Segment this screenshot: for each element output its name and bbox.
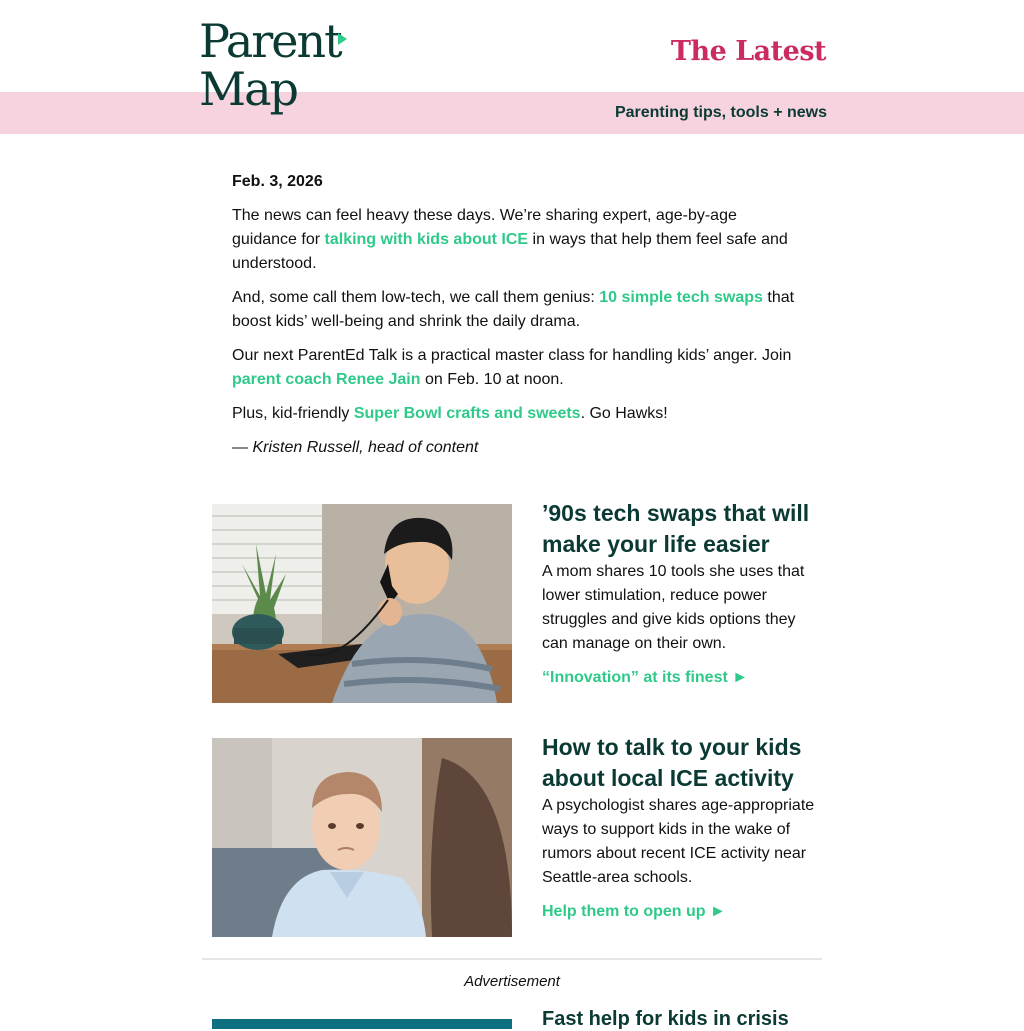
- advertisement-label: Advertisement: [464, 973, 560, 990]
- article-cta-link[interactable]: “Innovation” at its finest ►: [542, 669, 749, 686]
- logo-text-map: Map: [199, 62, 297, 116]
- article-text: [542, 498, 824, 690]
- issue-date: Feb. 3, 2026: [232, 173, 323, 190]
- link-renee-jain[interactable]: parent coach Renee Jain: [232, 371, 421, 388]
- section-divider: [202, 958, 822, 960]
- intro-letter: [232, 170, 802, 470]
- intro-text: in ways that help them feel safe and understood.: [232, 231, 788, 272]
- link-tech-swaps[interactable]: 10 simple tech swaps: [599, 289, 763, 306]
- intro-paragraph-2: [232, 286, 802, 334]
- article-title[interactable]: ’90s tech swaps that will make your life easier: [542, 500, 810, 557]
- intro-paragraph-4: [232, 402, 802, 426]
- logo-text-parent: Parent: [199, 14, 341, 68]
- ad-title[interactable]: Fast help for kids in crisis: [542, 1008, 789, 1030]
- article-description: A psychologist shares age-appropriate ways to support kids in the wake of rumors about recent ICE activity near Seattle-area schools.: [542, 797, 815, 886]
- logo-play-icon: [338, 33, 347, 45]
- intro-paragraph-3: [232, 344, 802, 392]
- parentmap-logo[interactable]: [199, 14, 359, 118]
- intro-paragraph-1: [232, 204, 802, 276]
- boy-on-phone-illustration: [212, 504, 512, 703]
- article-text: [542, 732, 824, 924]
- section-title: The Latest: [670, 36, 826, 67]
- article-description: A mom shares 10 tools she uses that lower stimulation, reduce power struggles and give kids options they can manage on their own.: [542, 563, 805, 652]
- signature: — Kristen Russell, head of content: [232, 439, 479, 456]
- boy-listening-illustration: [212, 738, 512, 937]
- intro-text: And, some call them low-tech, we call them genius:: [232, 289, 600, 306]
- link-talking-with-kids[interactable]: talking with kids about ICE: [324, 231, 529, 248]
- tagline: Parenting tips, tools + news: [614, 104, 827, 121]
- article-title[interactable]: How to talk to your kids about local ICE activity: [542, 734, 802, 791]
- intro-text: on Feb. 10 at noon.: [420, 371, 564, 388]
- intro-text: Plus, kid-friendly: [232, 405, 354, 422]
- intro-text: that boost kids’ well-being and shrink the daily drama.: [232, 289, 795, 330]
- intro-text: The news can feel heavy these days. We’re sharing expert, age-by-age guidance for: [232, 207, 737, 248]
- article-card-ice-activity: [212, 734, 824, 938]
- intro-text: . Go Hawks!: [580, 405, 668, 422]
- link-super-bowl-crafts[interactable]: Super Bowl crafts and sweets: [353, 405, 581, 422]
- article-image-boy-on-phone[interactable]: [212, 504, 512, 703]
- intro-text: Our next ParentEd Talk is a practical master class for handling kids’ anger. Join: [232, 347, 792, 364]
- article-card-tech-swaps: [212, 500, 824, 704]
- ad-image[interactable]: [212, 1019, 512, 1029]
- article-image-boy-listening[interactable]: [212, 738, 512, 937]
- tagline-band: [0, 92, 1024, 134]
- article-cta-link[interactable]: Help them to open up ►: [542, 903, 726, 920]
